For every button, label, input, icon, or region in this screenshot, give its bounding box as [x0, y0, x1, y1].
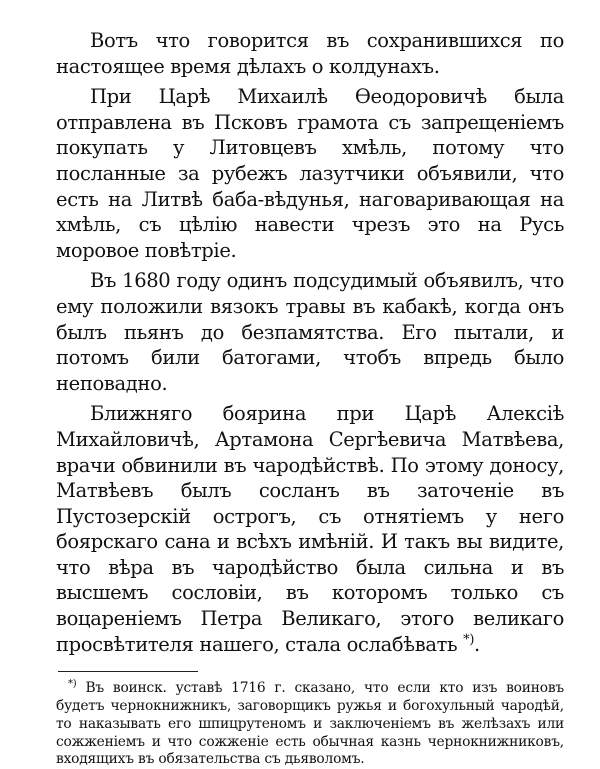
- paragraph-4-text: Ближняго боярина при Царѣ Алексіѣ Михайловичѣ, Артамона Сергѣевича Матвѣева, врачи обвинили въ чародѣйствѣ. По этому доносу, Матвѣевъ былъ сосланъ въ заточеніе въ Пустозерскій острогъ, съ отнятіемъ у него боярскаго сана и всѣхъ имѣній. И такъ вы видите, что вѣра въ чародѣйство была сильна и въ высшемъ сословіи, въ которомъ только съ воцареніемъ Петра Великаго, этого великаго просвѣтителя нашего, стала ослабѣвать: [56, 402, 564, 656]
- paragraph-2: При Царѣ Михаилѣ Ѳеодоровичѣ была отправлена въ Псковъ грамота съ запрещеніемъ покупать у Литовцевъ хмѣль, потому что посланные за рубежъ лазутчики объявили, что есть на Литвѣ баба-вѣдунья, наговаривающая на хмѣль, съ цѣлію навести чрезъ это на Русь моровое повѣтріе.: [56, 85, 564, 262]
- footnote: [56, 680, 564, 769]
- paragraph-1: Вотъ что говорится въ сохранившихся по настоящее время дѣлахъ о колдунахъ.: [56, 29, 564, 78]
- footnote-divider: [58, 671, 198, 672]
- paragraph-3: Въ 1680 году одинъ подсудимый объявилъ, что ему положили вязокъ травы въ кабакѣ, когда онъ былъ пьянъ до безпамятства. Его пытали, и потомъ били батогами, чтобъ впредь было неповадно.: [56, 269, 564, 395]
- footnote-text: Въ воинск. уставѣ 1716 г. сказано, что если кто изъ воиновъ будетъ чернокнижникъ, заговорщикъ ружья и богохульный чародѣй, то наказывать его шпицрутеномъ и заключеніемъ въ желѣзахъ или сожженіемъ и что сожженіе есть обычная казнь чернокнижниковъ, входящихъ въ обязательства съ дьяволомъ.: [56, 680, 564, 768]
- footnote-marker: *): [68, 678, 77, 690]
- footnote-reference: *): [463, 632, 475, 648]
- paragraph-4: Ближняго боярина при Царѣ Алексіѣ Михайловичѣ, Артамона Сергѣевича Матвѣева, врачи обвинили въ чародѣйствѣ. По этому доносу, Матвѣевъ былъ сосланъ въ заточеніе въ Пустозерскій острогъ, съ отнятіемъ у него боярскаго сана и всѣхъ имѣній. И такъ вы видите, что вѣра въ чародѣйство была сильна и въ высшемъ сословіи, въ которомъ только съ воцареніемъ Петра Великаго, этого великаго просвѣтителя нашего, стала ослабѣвать *).: [56, 402, 564, 656]
- document-page: [56, 28, 564, 769]
